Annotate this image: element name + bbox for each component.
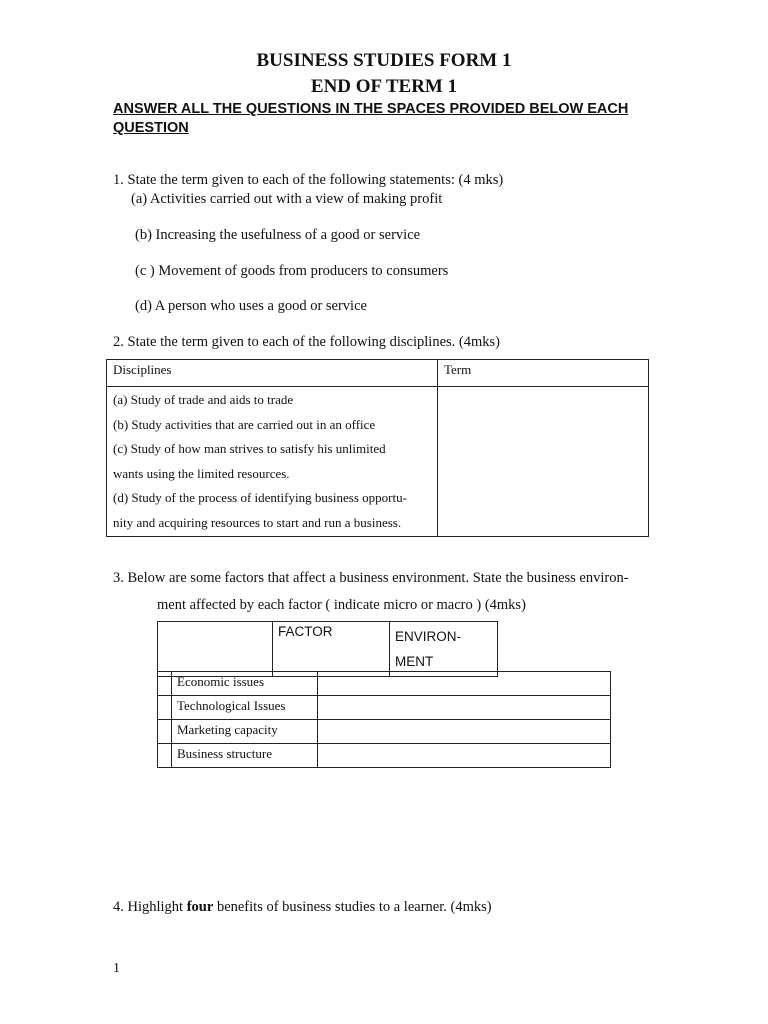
term-header: Term (438, 360, 649, 387)
document-title: BUSINESS STUDIES FORM 1 (256, 50, 512, 71)
discipline-line-c2: wants using the limited resources. (113, 465, 290, 481)
header-blank-cell (158, 622, 273, 677)
disciplines-table (106, 359, 649, 537)
environment-answer-cell[interactable] (318, 672, 611, 696)
table-row (158, 696, 611, 720)
row-marker-cell (158, 720, 172, 744)
factor-cell: Business structure (172, 744, 318, 768)
environment-header-line-1: ENVIRON- (395, 629, 462, 644)
discipline-line-d2: nity and acquiring resources to start and run a business. (113, 514, 402, 530)
factor-cell: Marketing capacity (172, 720, 318, 744)
disciplines-header: Disciplines (107, 360, 438, 387)
environment-answer-cell[interactable] (318, 696, 611, 720)
table-row (158, 720, 611, 744)
term-answer-cell[interactable] (438, 387, 649, 537)
row-marker-cell (158, 672, 172, 696)
question-2: 2. State the term given to each of the following disciplines. (4mks) (113, 334, 500, 350)
question-1-item-d: (d) A person who uses a good or service (135, 298, 367, 314)
question-1: 1. State the term given to each of the following statements: (4 mks) (113, 172, 504, 188)
question-4-text-after: benefits of business studies to a learner. (4mks) (213, 899, 492, 915)
document-subtitle: END OF TERM 1 (310, 76, 458, 97)
factor-cell: Technological Issues (172, 696, 318, 720)
instructions-line-2: QUESTION (113, 120, 189, 136)
table-row (158, 672, 611, 696)
instructions-line-1: ANSWER ALL THE QUESTIONS IN THE SPACES PROVIDED BELOW EACH (113, 101, 629, 117)
discipline-line-a: (a) Study of trade and aids to trade (113, 392, 294, 407)
environment-answer-cell[interactable] (318, 744, 611, 768)
environment-header (390, 622, 498, 677)
disciplines-cell (107, 387, 438, 537)
table-row (158, 744, 611, 768)
question-1-item-c: (c ) Movement of goods from producers to consumers (135, 263, 449, 279)
row-marker-cell (158, 744, 172, 768)
question-1-item-a: (a) Activities carried out with a view of making profit (131, 191, 443, 207)
question-1-item-b: (b) Increasing the usefulness of a good or service (135, 227, 421, 243)
factor-cell: Economic issues (172, 672, 318, 696)
page-number: 1 (113, 961, 120, 976)
question-4 (113, 899, 492, 916)
question-4-emphasis: four (186, 899, 214, 915)
question-3-line-1: 3. Below are some factors that affect a business environment. State the business environ- (113, 570, 629, 586)
question-3-line-2: ment affected by each factor ( indicate micro or macro ) (4mks) (157, 597, 526, 613)
discipline-line-b: (b) Study activities that are carried out in an office (113, 416, 376, 432)
environment-answer-cell[interactable] (318, 720, 611, 744)
factor-header-table (157, 621, 498, 677)
factor-header: FACTOR (273, 622, 390, 677)
question-4-text-before: 4. Highlight (113, 899, 187, 915)
discipline-line-d1: (d) Study of the process of identifying business opportu- (113, 490, 407, 506)
factors-table (157, 671, 611, 768)
environment-header-line-2: MENT (395, 654, 434, 669)
discipline-line-c1: (c) Study of how man strives to satisfy his unlimited (113, 441, 386, 457)
row-marker-cell (158, 696, 172, 720)
